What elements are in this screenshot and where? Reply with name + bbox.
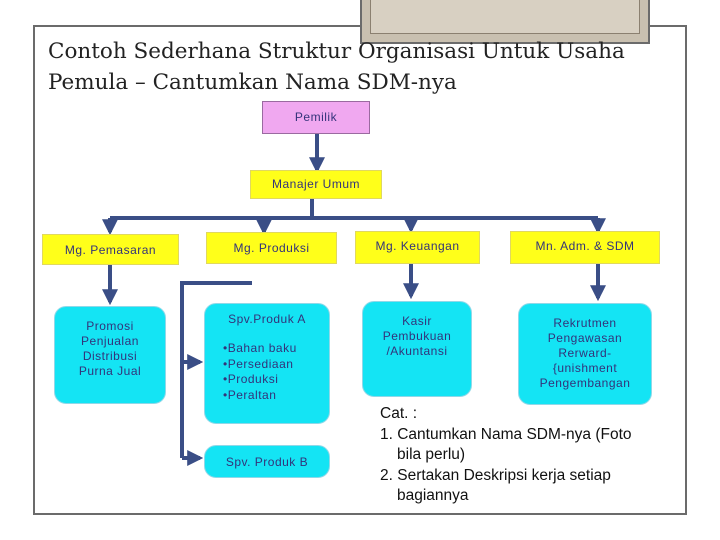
note-item-1: 1. Cantumkan Nama SDM-nya (Foto [380, 425, 632, 443]
production-manager-box [206, 232, 337, 264]
marketing-manager-box [42, 234, 179, 265]
owner-box [262, 101, 370, 134]
spv-a-box [204, 303, 330, 424]
spv-a-title: Spv.Produk A [228, 312, 306, 326]
hr-unit-item: Rerward- [558, 346, 612, 360]
marketing-unit-item: Distribusi [82, 349, 138, 363]
marketing-unit-item: Promosi [86, 319, 134, 333]
title-line-1: Contoh Sederhana Struktur Organisasi Untuk Usaha [48, 39, 625, 64]
production-manager-label: Mg. Produksi [233, 241, 310, 255]
spv-a-list [223, 341, 297, 403]
hr-unit-box [518, 303, 652, 405]
spv-b-label: Spv. Produk B [225, 454, 309, 469]
general-manager-label: Manajer Umum [271, 177, 361, 191]
spv-a-item: •Produksi [223, 372, 279, 386]
general-manager-box [250, 170, 382, 199]
marketing-unit-item: Purna Jual [78, 364, 142, 378]
hr-manager-box [510, 231, 660, 264]
hr-unit-item: Pengawasan [547, 331, 623, 345]
marketing-manager-label: Mg. Pemasaran [64, 242, 157, 257]
marketing-unit-box [54, 306, 166, 404]
finance-manager-label: Mg. Keuangan [375, 239, 460, 253]
spv-a-item: •Peralta​n [223, 387, 277, 402]
spv-b-box [204, 445, 330, 478]
finance-unit-box [362, 301, 472, 397]
spv-a-item: •Bahan baku [223, 341, 297, 355]
hr-unit-item: Rekrutmen [553, 316, 617, 330]
marketing-unit-item: Penjualan [81, 334, 139, 348]
owner-label: Pemilik [294, 110, 338, 124]
hr-unit-item: Pengembangan [539, 376, 631, 390]
note-item-2: 2. Sertakan Deskripsi kerja setiap [380, 466, 611, 484]
note-item-2-cont: bagiannya [397, 487, 469, 504]
spv-a-item: •Persediaan [223, 356, 294, 371]
hr-unit-item: {unishment [552, 361, 618, 375]
title-line-2: Pemula – Cantumkan Nama SDM-nya [48, 70, 457, 95]
finance-unit-item: Kasir [402, 314, 432, 328]
finance-unit-item: /Akuntansi [386, 344, 448, 358]
finance-manager-box [355, 231, 480, 264]
notes-heading: Cat. : [380, 405, 418, 422]
notes [380, 404, 632, 507]
note-item-1-cont: bila perlu) [397, 446, 466, 463]
finance-unit-item: Pembukuan [382, 329, 452, 343]
hr-manager-label: Mn. Adm. & SDM [535, 239, 635, 253]
